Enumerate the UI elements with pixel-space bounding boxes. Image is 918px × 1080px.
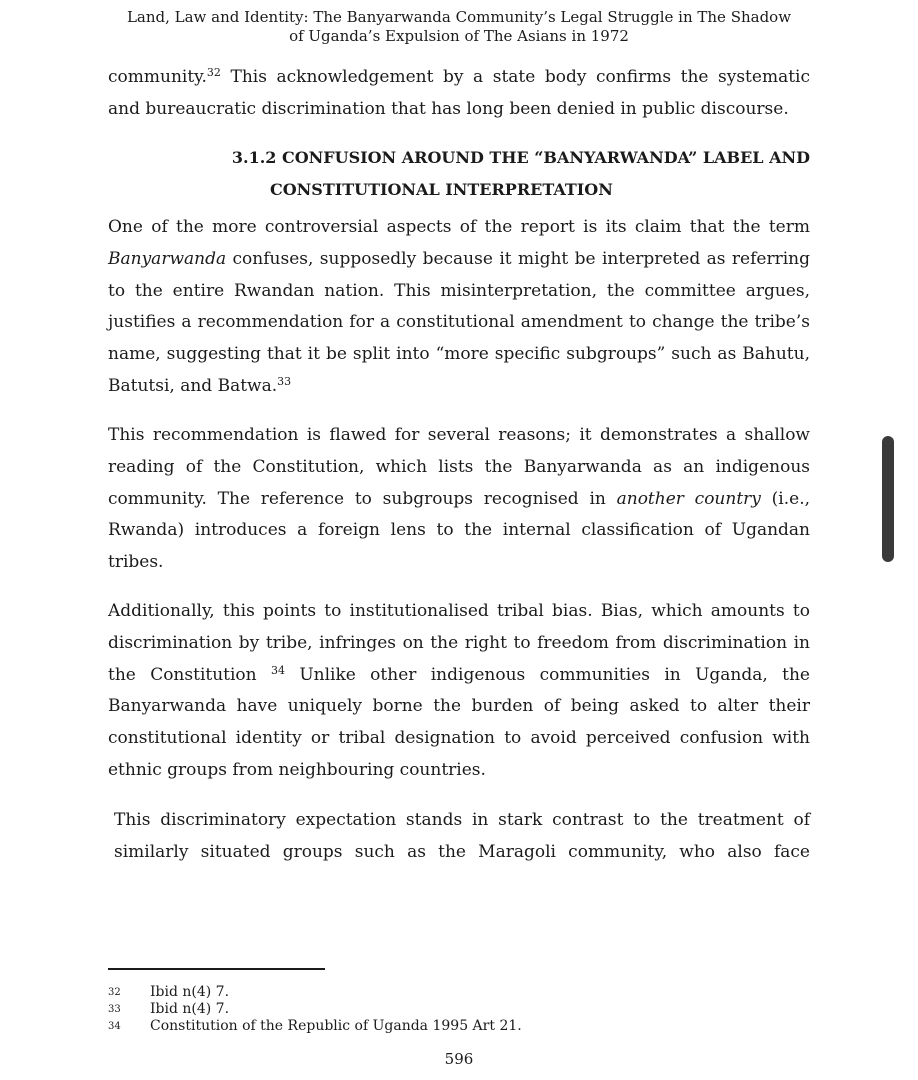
footnotes [108,984,708,1035]
paragraph-1: One of the more controversial aspects of the report is its claim that the term Banyarwanda confuses, supposedly because it might be interpreted as referring to the entire Rwandan nation. This misinterpretation, the committee argues, justifies a recommendation for a constitutional amendment to change the tribe’s name, suggesting that it be split into “more specific subgroups” such as Bahutu, Batutsi, and Batwa.$^{33}$ [108,217,810,396]
footnote-32: 32 Ibid n(4) 7. [108,984,230,1000]
footnote-ref-32[interactable]: 32 [206,66,221,79]
intro-paragraph: community.$^{32}$ This acknowledgement by a state body confirms the systematic and bureaucratic discrimination that has long been denied in public discourse. [108,66,810,119]
running-header-line-1: Land, Law and Identity: The Banyarwanda Community’s Legal Struggle in The Shadow [126,8,792,26]
paragraph-3: Additionally, this points to institutionalised tribal bias. Bias, which amounts to discrimination by tribe, infringes on the right to freedom from discrimination in the Constitution $^{34}$ Unlike other indigenous communities in Uganda, the Banyarwanda have uniquely borne the burden of being asked to alter their constitutional identity or tribal designation to avoid perceived confusion with ethnic groups from neighbouring countries. [108,601,810,780]
running-header-line-2: of Uganda’s Expulsion of The Asians in 1972 [289,27,629,45]
section-heading [108,142,810,206]
scrollbar-thumb[interactable] [882,436,894,562]
footnote-divider [108,968,325,970]
footnote-33: 33 Ibid n(4) 7. [108,1001,230,1017]
running-header [108,8,810,46]
footnote-34: 34 Constitution of the Republic of Uganda 1995 Art 21. [108,1018,522,1034]
page-number: 596 [444,1050,474,1068]
term-banyarwanda: Banyarwanda [108,248,227,269]
footnote-ref-33[interactable]: 33 [277,374,292,388]
section-heading-line-2: CONSTITUTIONAL INTERPRETATION [270,180,613,199]
paragraph-4: This discriminatory expectation stands in stark contrast to the treatment of similarly situated groups such as the Maragoli community, who also face [114,810,810,862]
footnote-ref-34[interactable]: 34 [270,663,285,677]
section-heading-line-1: 3.1.2 CONFUSION AROUND THE “BANYARWANDA” LABEL AND [231,148,810,167]
paragraph-2: This recommendation is flawed for several reasons; it demonstrates a shallow reading of the Constitution, which lists the Banyarwanda as an indigenous community. The reference to subgroups recognised in another country (i.e., Rwanda) introduces a foreign lens to the internal classification of Ugandan tribes. [108,425,811,573]
